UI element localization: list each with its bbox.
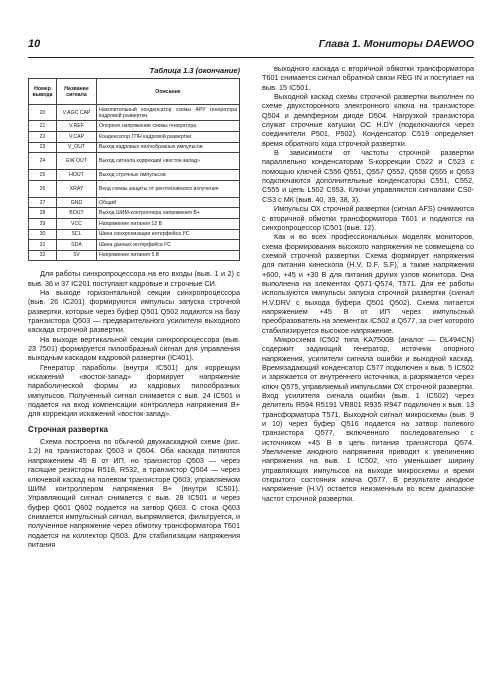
header-rule [28,57,474,58]
signals-table [28,78,240,261]
paragraph: Микросхема IC502 типа KA7500B (аналог — DL494CN) содержит задающий генератор, источник опорного напряжения, усилители сигнала ошибки и выходной каскад. Времязадающий конденсатор C577 подключен к выв. 5 IC502 и заряжается от внутреннего источника, а разряжается через ключ Q575, управляемый импульсами ОХ строчной развертки. Вход усилителя сигнала ошибки (выв. 1 IC502) через делитель R594 R5191 VR801 R935 R947 подключен к выв. 13 трансформатора T571. Выходной сигнал микросхемы (выв. 9 и 10) через буфер Q516 подается на затвор полевого транзистора Q577, включенного последовательно с источником +45 В в цепь питания транзистора Q574. Увеличение анодного напряжения приводит к увеличению напряжения на выв. 1 IC502, что уменьшает ширину управляющих импульсов на выходе микросхемы и время открытого состояния ключа Q577. В результате анодное напряжение (H.V) остается неизменным во всем диапазоне частот строчной развертки. [262,334,474,503]
paragraph: Для работы синхропроцессора на его входы (выв. 1 и 2) с выв. 36 и 37 IC201 поступают кадровые и строчные СИ. [28,269,240,288]
description-cell: Шина данных интерфейса I²C [97,240,240,251]
pin-cell: 24 [29,153,57,170]
paragraph: Генератор параболы (внутри IC501) для коррекции искажений «восток-запад» формирует напряжение параболической формы из кадровых пилообразных импульсов. Полученный сигнал снимается с выв. 24 IC501 и подается на вход компенсации контроллера напряжения B+ для коррекции искажений «восток-запад». [28,362,240,419]
pin-cell: 20 [29,105,57,121]
paragraph: Выходной каскад схемы строчной развертки выполнен по схеме двухсторонного электронного ключа на транзисторе Q504 и демпферном диоде D504. Нагрузкой транзистора служат строчные катушки ОС H.DY (подключаются через соединители P501, P502). Конденсатор C519 определяет время обратного хода строчной развертки. [262,92,474,148]
right-column [262,64,474,503]
table-row [29,131,240,142]
table-row [29,153,240,170]
section-title: Строчная развертка [28,424,108,434]
paragraph: Импульсы ОХ строчной развертки (сигнал AFS) снимаются с вторичной обмотки трансформатора T601 и подаются на синхропроцессор IC501 (выв. 12). [262,204,474,232]
signal-cell: V.REF [57,121,97,132]
table-row [29,180,240,197]
signal-cell: HOUT [57,170,97,181]
description-cell: Общий [97,197,240,208]
signal-cell: GND [57,197,97,208]
description-cell: Выход кадровых пилообразных импульсов [97,142,240,153]
pin-cell: 26 [29,180,57,197]
paragraph: выходного каскада с вторичной обмотки трансформатора T601 снимается сигнал обратной связи REG IN и поступает на выв. 15 IC501. [262,64,474,92]
signal-cell: V.AGC CAP [57,105,97,121]
description-cell: Напряжение питания 12 В [97,218,240,229]
description-cell: Вход схемы защиты от рентгеновского излучения [97,180,240,197]
left-column [28,66,240,549]
description-cell: Опорное напряжение схемы генератора [97,121,240,132]
pin-cell: 23 [29,142,57,153]
table-body [29,105,240,261]
table-row [29,208,240,219]
description-cell: Накопительный конденсатор схемы АРУ генератора кадровой развертки [97,105,240,121]
chapter-title: Глава 1. Мониторы DAEWOO [318,38,474,50]
table-row [29,240,240,251]
left-text-continued [28,437,240,549]
signal-cell: XRAY [57,180,97,197]
table-row [29,197,240,208]
table-header-row [29,79,240,105]
pin-cell: 30 [29,229,57,240]
page-header [28,38,474,56]
signal-cell: SDA [57,240,97,251]
signal-cell: V.CAP [57,131,97,142]
signal-cell: VCC [57,218,97,229]
description-cell: Выход сигнала коррекции «восток-запад» [97,153,240,170]
table-row [29,229,240,240]
table-row [29,170,240,181]
pin-cell: 21 [29,121,57,132]
pin-cell: 27 [29,197,57,208]
paragraph: На выходе горизонтальной секции синхропроцессора (выв. 26 IC201) формируются импульсы запуска строчной развертки, которые через буфер Q501 Q502 подаются на базу транзистора Q503 — предварительного усилителя выходного каскада строчной развертки. [28,287,240,335]
pin-cell: 25 [29,170,57,181]
pin-cell: 32 [29,250,57,261]
page-number: 10 [28,38,41,50]
paragraph: На выходе вертикальной секции синхропроцессора (выв. 23 7501) формируется пилообразный сигнал для управления выходным каскадом кадровой развертки (IC401). [28,334,240,363]
column-header-pin: Номер вывода [29,79,57,105]
table-caption: Таблица 1.3 (окончание) [149,66,240,75]
paragraph: Схема построена по обычной двухкаскадной схеме (рис. 1.2) на транзисторах Q503 и Q504. Оба каскада питаются напряжением 45 В от ИП, но транзистор Q503 — через гасящие резисторы R518, R532, а транзистор Q504 — через ключевой каскад на полевом транзисторе Q603, управляемом ШИМ контроллером напряжения B+ (внутри IC501). Управляющий сигнал снимается с выв. 28 IC501 и через буфер Q601 Q602 подается на затвор Q603. С стока Q603 снимается импульсный сигнал, выпрямляется, фильтруется, и полученное напряжение через обмотку трансформатора T601 подается на коллектор Q503. Для стабилизации напряжения питания [28,437,240,549]
table-row [29,250,240,261]
signal-cell: SCL [57,229,97,240]
table-row [29,121,240,132]
pin-cell: 28 [29,208,57,219]
description-cell: Напряжение питания 5 В [97,250,240,261]
left-text [28,269,240,419]
paragraph: В зависимости от частоты строчной развертки параллельно конденсаторам S-коррекции C522 и C523 с помощью ключей C556 Q551, Q557 Q552, Q558 Q555 и Q553 подключаются дополнительные конденсаторы C551, C552, C555 и цепь L502 C553. Ключи управляются сигналами CS0-CS3 с МК (выв. 40, 39, 38, 3). [262,148,474,204]
pin-cell: 31 [29,240,57,251]
pin-cell: 22 [29,131,57,142]
right-text [262,64,474,503]
table-row [29,105,240,121]
signal-cell: V_OUT [57,142,97,153]
signal-cell: 5V [57,250,97,261]
description-cell: Конденсатор ГПН кадровой развертки [97,131,240,142]
description-cell: Выход строчных импульсов [97,170,240,181]
signal-cell: EW OUT [57,153,97,170]
table-row [29,142,240,153]
table-row [29,218,240,229]
description-cell: Выход ШИМ-контроллера напряжения B+ [97,208,240,219]
column-header-description: Описание [97,79,240,105]
signal-cell: BOUT [57,208,97,219]
pin-cell: 29 [29,218,57,229]
description-cell: Шина синхронизации интерфейса I²C [97,229,240,240]
paragraph: Как и во всех профессиональных моделях мониторов, схема формирования высокого напряжения не совмещена со схемой строчной развертки. Схема формирует напряжения для питания кинескопа (H.V, D.F, S.F), а также напряжения +600, +45 и +30 В для питания других узлов монитора. Она выполнена на элементах Q571-Q574, T571. Для ее работы используются импульсы запуска строчной развертки (сигнал H.V.DRV с выхода буфера Q501 Q502). Схема питается напряжением +45 В от ИП через импульсный преобразователь на элементах IC502 и Q577, за счет которого стабилизируется высокое напряжение. [262,232,474,335]
column-header-signal: Название сигнала [57,79,97,105]
